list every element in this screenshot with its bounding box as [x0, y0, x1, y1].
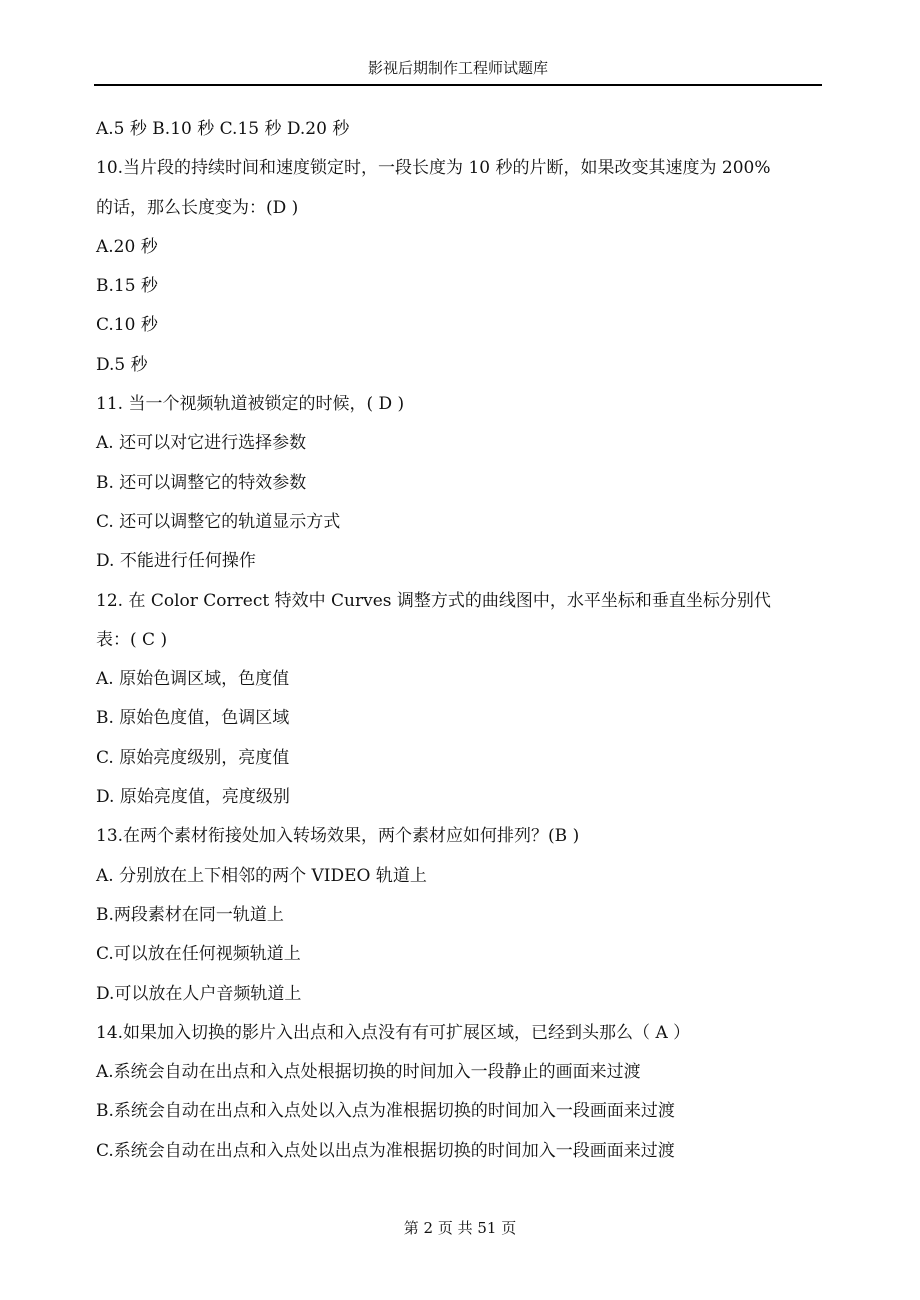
question-12-line-1: 12. 在 Color Correct 特效中 Curves 调整方式的曲线图中，水平坐标和垂直坐标分别代 [96, 590, 771, 611]
option-line: C.10 秒 [96, 315, 158, 336]
option-line: C.可以放在任何视频轨道上 [96, 944, 301, 965]
option-line: A. 原始色调区域，色度值 [96, 669, 290, 690]
question-11-line: 11. 当一个视频轨道被锁定的时候，( D ) [96, 394, 405, 415]
option-line: B.系统会自动在出点和入点处以入点为准根据切换的时间加入一段画面来过渡 [96, 1101, 675, 1122]
option-line: D.可以放在人户音频轨道上 [96, 983, 302, 1004]
option-line: B.两段素材在同一轨道上 [96, 904, 284, 925]
page-footer [0, 1218, 920, 1238]
question-10-line-1: 10.当片段的持续时间和速度锁定时，一段长度为 10 秒的片断，如果改变其速度为 200% [96, 158, 771, 179]
option-line: B.15 秒 [96, 276, 158, 297]
option-line: A.系统会自动在出点和入点处根据切换的时间加入一段静止的画面来过渡 [96, 1062, 641, 1083]
header-title: 影视后期制作工程师试题库 [367, 59, 548, 77]
option-line: D.5 秒 [96, 354, 148, 375]
option-line: B. 原始色度值，色调区域 [96, 708, 290, 729]
text-line: A.5 秒 B.10 秒 C.15 秒 D.20 秒 [96, 119, 350, 139]
question-14-line: 14.如果加入切换的影片入出点和入点没有有可扩展区域，已经到头那么（ A ） [96, 1022, 691, 1043]
question-12-line-2: 表：( C ) [96, 629, 168, 650]
option-line: A. 还可以对它进行选择参数 [96, 433, 307, 454]
option-line: A. 分别放在上下相邻的两个 VIDEO 轨道上 [96, 865, 427, 886]
option-line: C. 原始亮度级别，亮度值 [96, 747, 290, 768]
option-line: C. 还可以调整它的轨道显示方式 [96, 511, 341, 532]
option-line: C.系统会自动在出点和入点处以出点为准根据切换的时间加入一段画面来过渡 [96, 1140, 675, 1161]
question-body [96, 110, 826, 1171]
option-line: D. 不能进行任何操作 [96, 551, 256, 572]
question-10-line-2: 的话，那么长度变为：(D ) [96, 197, 299, 218]
option-line: A.20 秒 [96, 236, 158, 257]
page-header [94, 58, 822, 86]
option-line: B. 还可以调整它的特效参数 [96, 472, 307, 493]
option-line: D. 原始亮度值，亮度级别 [96, 787, 290, 808]
page-number: 第 2 页 共 51 页 [403, 1219, 517, 1237]
question-13-line: 13.在两个素材衔接处加入转场效果，两个素材应如何排列？(B ) [96, 826, 580, 847]
